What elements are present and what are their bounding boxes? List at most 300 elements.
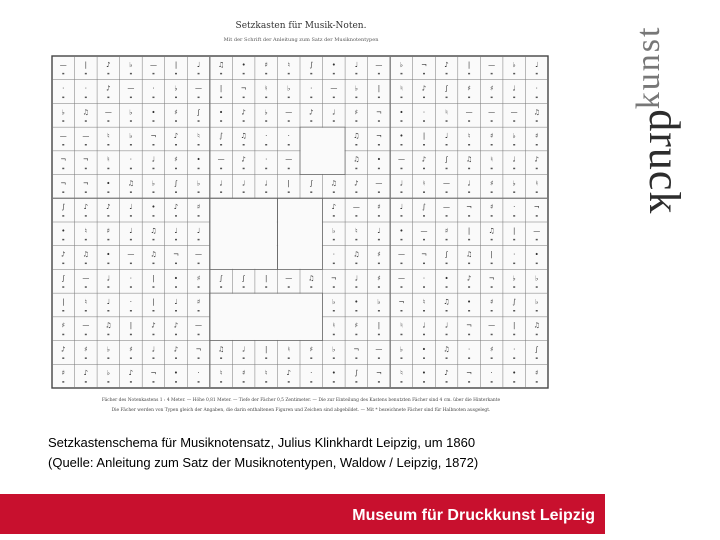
sort-glyph: ♩ bbox=[151, 345, 156, 354]
sort-glyph: · bbox=[62, 84, 65, 93]
sort-glyph: ♮ bbox=[355, 226, 358, 235]
plate-header-subtitle: Mit der Schrift der Anleitung zum Satz der Musiknotentypen bbox=[223, 37, 379, 43]
sort-glyph: ∫ bbox=[512, 298, 517, 306]
sort-glyph: • bbox=[173, 274, 179, 283]
sort-count-mark bbox=[446, 97, 448, 99]
sort-count-mark bbox=[152, 73, 154, 75]
sort-count-mark bbox=[220, 357, 222, 359]
sort-glyph: ♭ bbox=[129, 132, 133, 140]
sort-glyph: ¬ bbox=[466, 203, 473, 212]
sort-glyph: • bbox=[151, 203, 156, 212]
sort-count-mark bbox=[62, 73, 64, 75]
sort-count-mark bbox=[355, 381, 357, 383]
sort-glyph: ∫ bbox=[444, 155, 449, 164]
sort-count-mark bbox=[85, 215, 87, 217]
sort-glyph: ¬ bbox=[150, 369, 157, 378]
sort-count-mark bbox=[62, 191, 64, 193]
sort-glyph: ♫ bbox=[82, 108, 89, 117]
sort-glyph: · bbox=[513, 345, 516, 354]
sort-glyph: · bbox=[129, 298, 133, 306]
sort-glyph: ♭ bbox=[399, 60, 404, 69]
sort-count-mark bbox=[536, 357, 538, 359]
sort-glyph: ♪ bbox=[309, 108, 314, 117]
sort-glyph: ♪ bbox=[534, 155, 539, 164]
sort-glyph: — bbox=[352, 203, 360, 212]
sort-glyph: | bbox=[513, 321, 516, 330]
sort-glyph: ♫ bbox=[443, 298, 450, 306]
sort-count-mark bbox=[62, 239, 64, 241]
sort-glyph: ¬ bbox=[150, 132, 157, 140]
sort-count-mark bbox=[536, 215, 538, 217]
sort-glyph: ♮ bbox=[467, 132, 471, 140]
open-compartment bbox=[210, 199, 276, 269]
sort-glyph: ♪ bbox=[151, 321, 156, 330]
sort-glyph: ♩ bbox=[332, 108, 336, 117]
sort-glyph: ♯ bbox=[106, 226, 111, 235]
sort-glyph: ♭ bbox=[129, 60, 133, 69]
sort-glyph: ♯ bbox=[61, 369, 65, 378]
sort-count-mark bbox=[175, 73, 177, 75]
sort-count-mark bbox=[355, 168, 357, 170]
sort-count-mark bbox=[152, 191, 154, 193]
sort-glyph: ♭ bbox=[535, 298, 539, 306]
sort-count-mark bbox=[378, 334, 380, 336]
sort-glyph: ♮ bbox=[422, 179, 426, 188]
sort-glyph: ♪ bbox=[83, 369, 89, 378]
sort-count-mark bbox=[513, 357, 515, 359]
image-caption bbox=[48, 433, 608, 473]
sort-count-mark bbox=[152, 120, 154, 122]
sort-count-mark bbox=[355, 310, 357, 312]
sort-glyph: ♫ bbox=[533, 108, 540, 117]
sort-count-mark bbox=[175, 334, 177, 336]
sort-count-mark bbox=[288, 357, 290, 359]
sort-glyph: ∫ bbox=[309, 60, 314, 69]
sort-glyph: ♫ bbox=[150, 250, 157, 259]
sort-glyph: | bbox=[129, 321, 133, 330]
sort-glyph: ¬ bbox=[353, 345, 360, 354]
sort-glyph: ♩ bbox=[241, 345, 246, 354]
sort-glyph: ♫ bbox=[353, 155, 360, 164]
sort-glyph: ♪ bbox=[354, 179, 359, 188]
sort-glyph: ♪ bbox=[61, 345, 66, 354]
sort-glyph: • bbox=[331, 369, 336, 378]
sort-count-mark bbox=[220, 286, 222, 288]
sort-glyph: | bbox=[62, 298, 65, 306]
sort-glyph: ♫ bbox=[82, 250, 89, 259]
sort-glyph: ♪ bbox=[106, 84, 111, 93]
sort-glyph: — bbox=[397, 155, 405, 164]
sort-glyph: ♮ bbox=[400, 84, 403, 93]
sort-count-mark bbox=[152, 381, 154, 383]
sort-glyph: · bbox=[490, 369, 493, 378]
sort-glyph: ∫ bbox=[219, 274, 223, 283]
sort-glyph: ♪ bbox=[444, 60, 449, 69]
sort-count-mark bbox=[152, 286, 154, 288]
sort-count-mark bbox=[175, 97, 177, 99]
sort-glyph: · bbox=[310, 369, 313, 378]
sort-glyph: — bbox=[330, 84, 338, 93]
sort-count-mark bbox=[400, 97, 402, 99]
sort-glyph: — bbox=[488, 108, 496, 117]
sort-glyph: ♪ bbox=[241, 155, 246, 164]
sort-count-mark bbox=[513, 191, 515, 193]
sort-glyph: — bbox=[375, 345, 383, 354]
sort-glyph: — bbox=[82, 321, 90, 330]
sort-count-mark bbox=[333, 334, 335, 336]
sort-count-mark bbox=[536, 286, 538, 288]
footer-title: Museum für Druckkunst Leipzig bbox=[352, 507, 595, 524]
sort-glyph: • bbox=[467, 298, 472, 306]
sort-glyph: ¬ bbox=[398, 298, 405, 306]
sort-count-mark bbox=[107, 381, 109, 383]
sort-glyph: · bbox=[265, 155, 268, 164]
sort-glyph: — bbox=[149, 60, 157, 69]
sort-glyph: ♭ bbox=[129, 108, 133, 117]
sort-count-mark bbox=[400, 286, 402, 288]
sort-count-mark bbox=[468, 310, 470, 312]
plate-header-title: Setzkasten für Musik-Noten. bbox=[235, 21, 367, 31]
sort-glyph: • bbox=[196, 155, 201, 164]
sort-count-mark bbox=[288, 144, 290, 146]
sort-count-mark bbox=[265, 168, 267, 170]
sort-count-mark bbox=[333, 191, 335, 193]
sort-count-mark bbox=[62, 97, 64, 99]
sort-glyph: ¬ bbox=[421, 60, 427, 69]
sort-count-mark bbox=[513, 97, 515, 99]
sort-count-mark bbox=[446, 73, 448, 75]
sort-count-mark bbox=[446, 263, 448, 265]
sort-count-mark bbox=[152, 263, 154, 265]
sort-glyph: | bbox=[265, 345, 268, 354]
sort-glyph: — bbox=[195, 321, 203, 330]
sort-count-mark bbox=[152, 168, 154, 170]
sort-count-mark bbox=[198, 263, 200, 265]
sort-glyph: ∫ bbox=[196, 108, 201, 117]
sort-count-mark bbox=[355, 357, 357, 359]
sort-glyph: ♮ bbox=[264, 84, 268, 93]
sort-count-mark bbox=[130, 144, 132, 146]
sort-count-mark bbox=[198, 239, 200, 241]
sort-glyph: ♪ bbox=[61, 250, 66, 259]
sort-count-mark bbox=[288, 168, 290, 170]
sort-count-mark bbox=[355, 191, 357, 193]
sort-count-mark bbox=[355, 73, 357, 75]
sort-count-mark bbox=[62, 286, 64, 288]
sort-glyph: ♮ bbox=[107, 132, 110, 140]
sort-count-mark bbox=[243, 286, 245, 288]
sort-count-mark bbox=[536, 381, 538, 383]
sort-count-mark bbox=[468, 357, 470, 359]
sort-count-mark bbox=[446, 168, 448, 170]
sort-glyph: ∫ bbox=[354, 369, 359, 378]
sort-glyph: ♯ bbox=[264, 60, 268, 69]
sort-glyph: ♩ bbox=[354, 60, 359, 69]
sort-glyph: ♫ bbox=[308, 274, 315, 283]
sort-count-mark bbox=[468, 286, 470, 288]
sort-count-mark bbox=[220, 168, 222, 170]
sort-count-mark bbox=[378, 310, 380, 312]
sort-glyph: — bbox=[285, 274, 293, 283]
sort-count-mark bbox=[491, 97, 493, 99]
sort-glyph: — bbox=[59, 60, 67, 69]
open-compartment bbox=[210, 294, 322, 340]
sort-glyph: | bbox=[377, 84, 381, 93]
sort-glyph: • bbox=[421, 369, 427, 378]
sort-count-mark bbox=[513, 310, 515, 312]
sort-glyph: | bbox=[219, 84, 223, 93]
sort-count-mark bbox=[85, 73, 87, 75]
sort-glyph: ♪ bbox=[421, 155, 427, 164]
sort-count-mark bbox=[198, 97, 200, 99]
sort-glyph: ♪ bbox=[241, 108, 246, 117]
sort-glyph: ♯ bbox=[535, 369, 539, 378]
sort-count-mark bbox=[107, 73, 109, 75]
sort-glyph: · bbox=[332, 250, 335, 259]
sort-count-mark bbox=[220, 144, 222, 146]
sort-glyph: ♮ bbox=[535, 179, 538, 188]
sort-glyph: ¬ bbox=[195, 345, 202, 354]
sort-glyph: — bbox=[195, 84, 203, 93]
sort-glyph: ♩ bbox=[174, 226, 178, 235]
sort-count-mark bbox=[491, 381, 493, 383]
sort-glyph: • bbox=[399, 132, 404, 140]
sort-count-mark bbox=[491, 120, 493, 122]
sort-glyph: ♯ bbox=[174, 155, 178, 164]
sort-count-mark bbox=[288, 120, 290, 122]
sort-count-mark bbox=[536, 191, 538, 193]
sort-count-mark bbox=[130, 334, 132, 336]
sort-glyph: ♪ bbox=[421, 84, 427, 93]
sort-glyph: • bbox=[241, 60, 246, 69]
sort-count-mark bbox=[491, 239, 493, 241]
sort-count-mark bbox=[243, 73, 245, 75]
sort-glyph: | bbox=[174, 60, 178, 69]
sort-glyph: ∫ bbox=[61, 274, 66, 283]
sort-count-mark bbox=[107, 263, 109, 265]
sort-count-mark bbox=[220, 97, 222, 99]
sort-glyph: ♭ bbox=[354, 84, 359, 93]
sort-count-mark bbox=[198, 286, 200, 288]
sort-glyph: ♫ bbox=[330, 179, 337, 188]
sort-count-mark bbox=[355, 120, 357, 122]
sort-count-mark bbox=[310, 73, 312, 75]
caption-line-2: (Quelle: Anleitung zum Satz der Musiknotentypen, Waldow / Leipzig, 1872) bbox=[48, 455, 479, 470]
sort-count-mark bbox=[107, 144, 109, 146]
museum-logo bbox=[620, 20, 700, 220]
sort-glyph: — bbox=[285, 108, 293, 117]
sort-glyph: ♮ bbox=[400, 369, 403, 378]
sort-count-mark bbox=[468, 263, 470, 265]
sort-count-mark bbox=[62, 334, 64, 336]
sort-count-mark bbox=[243, 97, 245, 99]
sort-count-mark bbox=[62, 120, 64, 122]
sort-glyph: ♫ bbox=[127, 179, 135, 188]
sort-count-mark bbox=[333, 239, 335, 241]
sort-count-mark bbox=[85, 120, 87, 122]
sort-glyph: ♩ bbox=[399, 179, 404, 188]
sort-glyph: ♫ bbox=[353, 132, 360, 140]
sort-count-mark bbox=[536, 97, 538, 99]
sort-glyph: ∫ bbox=[61, 203, 66, 212]
sort-glyph: ♭ bbox=[512, 132, 516, 140]
sort-glyph: • bbox=[106, 179, 111, 188]
sort-count-mark bbox=[175, 239, 177, 241]
sort-glyph: ♭ bbox=[332, 298, 336, 306]
sort-glyph: ♪ bbox=[106, 60, 111, 69]
sort-glyph: | bbox=[152, 298, 155, 306]
sort-count-mark bbox=[536, 334, 538, 336]
open-compartment bbox=[278, 199, 322, 269]
sort-count-mark bbox=[198, 357, 200, 359]
sort-count-mark bbox=[130, 168, 132, 170]
sort-glyph: — bbox=[488, 321, 496, 330]
sort-count-mark bbox=[378, 357, 380, 359]
sort-count-mark bbox=[423, 310, 425, 312]
sort-count-mark bbox=[536, 263, 538, 265]
sort-glyph: | bbox=[287, 179, 290, 188]
sort-count-mark bbox=[85, 97, 87, 99]
sort-glyph: • bbox=[421, 345, 427, 354]
sort-glyph: ♭ bbox=[535, 274, 539, 283]
sort-count-mark bbox=[513, 120, 515, 122]
sort-glyph: ♮ bbox=[107, 155, 110, 164]
sort-count-mark bbox=[62, 263, 64, 265]
sort-count-mark bbox=[423, 263, 425, 265]
sort-count-mark bbox=[130, 120, 132, 122]
sort-glyph: ♯ bbox=[354, 321, 359, 330]
sort-glyph: ∫ bbox=[422, 203, 426, 212]
sort-glyph: ♩ bbox=[151, 155, 156, 164]
sort-count-mark bbox=[107, 97, 109, 99]
sort-count-mark bbox=[62, 357, 64, 359]
sort-glyph: ♩ bbox=[512, 155, 516, 164]
sort-count-mark bbox=[175, 286, 177, 288]
sort-glyph: ♯ bbox=[489, 132, 494, 140]
sort-count-mark bbox=[107, 286, 109, 288]
sort-count-mark bbox=[85, 381, 87, 383]
sort-count-mark bbox=[198, 310, 200, 312]
sort-count-mark bbox=[198, 334, 200, 336]
sort-glyph: ♩ bbox=[241, 179, 246, 188]
sort-glyph: ♮ bbox=[84, 298, 88, 306]
sort-glyph: ♯ bbox=[489, 298, 494, 306]
sort-count-mark bbox=[468, 239, 470, 241]
sort-glyph: ∫ bbox=[241, 274, 246, 283]
sort-count-mark bbox=[491, 310, 493, 312]
sort-count-mark bbox=[198, 144, 200, 146]
sort-count-mark bbox=[468, 120, 470, 122]
sort-glyph: ♫ bbox=[105, 321, 112, 330]
sort-glyph: ♯ bbox=[489, 84, 494, 93]
sort-glyph: ♩ bbox=[264, 179, 268, 188]
sort-glyph: ¬ bbox=[60, 155, 67, 164]
sort-glyph: | bbox=[377, 321, 381, 330]
sort-glyph: — bbox=[488, 60, 496, 69]
sort-count-mark bbox=[310, 381, 312, 383]
sort-glyph: ♫ bbox=[465, 250, 473, 259]
sort-count-mark bbox=[423, 334, 425, 336]
sort-count-mark bbox=[491, 73, 493, 75]
sort-count-mark bbox=[468, 191, 470, 193]
sort-count-mark bbox=[85, 144, 87, 146]
sort-glyph: · bbox=[467, 345, 471, 354]
sort-glyph: ♯ bbox=[129, 345, 133, 354]
sort-count-mark bbox=[152, 310, 154, 312]
sort-count-mark bbox=[400, 381, 402, 383]
sort-count-mark bbox=[378, 263, 380, 265]
sort-glyph: ¬ bbox=[466, 321, 473, 330]
sort-count-mark bbox=[355, 144, 357, 146]
sort-count-mark bbox=[468, 97, 470, 99]
sort-glyph: ∫ bbox=[309, 179, 314, 188]
sort-count-mark bbox=[107, 334, 109, 336]
sort-count-mark bbox=[513, 334, 515, 336]
sort-glyph: ♯ bbox=[61, 321, 65, 330]
sort-count-mark bbox=[513, 73, 515, 75]
sort-count-mark bbox=[175, 168, 177, 170]
sort-glyph: ♭ bbox=[512, 60, 516, 69]
sort-count-mark bbox=[513, 168, 515, 170]
sort-glyph: ♭ bbox=[399, 345, 404, 354]
sort-count-mark bbox=[288, 73, 290, 75]
sort-glyph: · bbox=[129, 155, 133, 164]
sort-glyph: · bbox=[310, 84, 313, 93]
sort-count-mark bbox=[400, 263, 402, 265]
sort-count-mark bbox=[333, 286, 335, 288]
sort-count-mark bbox=[378, 73, 380, 75]
sort-glyph: ♭ bbox=[512, 274, 516, 283]
sort-glyph: ♭ bbox=[332, 226, 336, 235]
sort-count-mark bbox=[400, 144, 402, 146]
sort-glyph: — bbox=[375, 60, 383, 69]
sort-count-mark bbox=[468, 144, 470, 146]
sort-count-mark bbox=[130, 263, 132, 265]
sort-count-mark bbox=[513, 381, 515, 383]
sort-count-mark bbox=[491, 191, 493, 193]
sort-glyph: ♫ bbox=[217, 345, 225, 354]
sort-glyph: ∫ bbox=[444, 250, 449, 259]
sort-count-mark bbox=[400, 310, 402, 312]
sort-count-mark bbox=[355, 263, 357, 265]
sort-count-mark bbox=[423, 381, 425, 383]
sort-glyph: ♩ bbox=[354, 274, 359, 283]
sort-count-mark bbox=[130, 73, 132, 75]
sort-glyph: ♯ bbox=[377, 203, 381, 212]
sort-glyph: ♩ bbox=[467, 179, 471, 188]
sort-glyph: ♯ bbox=[377, 250, 381, 259]
sort-count-mark bbox=[536, 168, 538, 170]
sort-count-mark bbox=[468, 334, 470, 336]
sort-count-mark bbox=[468, 73, 470, 75]
sort-count-mark bbox=[130, 381, 132, 383]
sort-glyph: ♯ bbox=[535, 132, 539, 140]
sort-glyph: ♯ bbox=[84, 345, 88, 354]
sort-glyph: ♭ bbox=[106, 369, 111, 378]
sort-count-mark bbox=[536, 310, 538, 312]
sort-count-mark bbox=[423, 215, 425, 217]
sort-glyph: • bbox=[376, 155, 381, 164]
sort-glyph: ♩ bbox=[196, 60, 201, 69]
sort-glyph: ♮ bbox=[287, 60, 290, 69]
sort-glyph: ♯ bbox=[196, 298, 201, 306]
sort-glyph: ♩ bbox=[422, 321, 426, 330]
sort-count-mark bbox=[85, 310, 87, 312]
type-case-diagram bbox=[48, 14, 554, 418]
sort-count-mark bbox=[400, 357, 402, 359]
sort-count-mark bbox=[288, 286, 290, 288]
sort-glyph: ♩ bbox=[196, 226, 201, 235]
